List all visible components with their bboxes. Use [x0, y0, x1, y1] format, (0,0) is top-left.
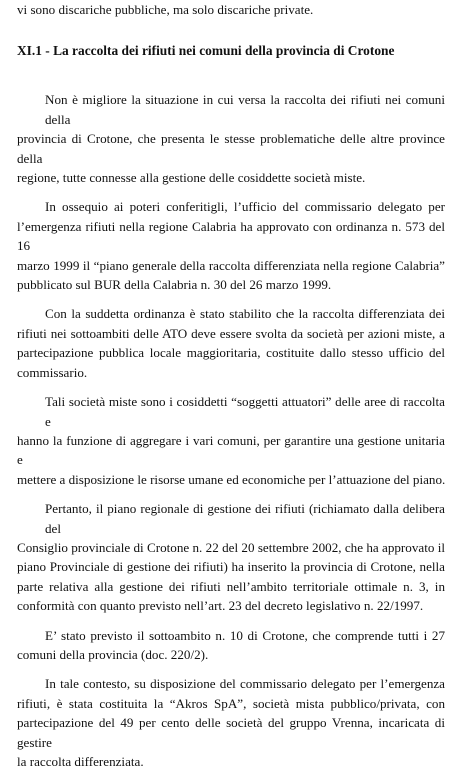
paragraph-line: commissario.	[17, 364, 88, 380]
paragraph-line: Non è migliore la situazione in cui versa la raccolta dei rifiuti nei comuni della	[45, 92, 445, 127]
paragraph-line: In tale contesto, su disposizione del commissario delegato per l’emergenza	[45, 676, 445, 692]
paragraph-3	[17, 304, 445, 382]
paragraph-7	[17, 674, 445, 771]
paragraph-2	[17, 197, 445, 294]
paragraph-line: pubblicato sul BUR della Calabria n. 30 del 26 marzo 1999.	[17, 277, 332, 293]
paragraph-line: piano Provinciale di gestione dei rifiuti) ha inserito la provincia di Crotone, nella	[17, 559, 445, 575]
paragraph-line: Tali società miste sono i cosiddetti “soggetti attuatori” delle aree di raccolta e	[45, 394, 445, 429]
paragraph-5	[17, 499, 445, 615]
paragraph-line: provincia di Crotone, che presenta le stesse problematiche delle altre province della	[17, 131, 445, 166]
paragraph-line: l’emergenza rifiuti nella regione Calabria ha approvato con ordinanza n. 573 del 16	[17, 218, 445, 254]
section-heading: XI.1 - La raccolta dei rifiuti nei comuni della provincia di Crotone	[17, 43, 395, 59]
paragraph-line: E’ stato previsto il sottoambito n. 10 di Crotone, che comprende tutti i 27	[45, 627, 445, 643]
paragraph-line: rifiuti, è stata costituita la “Akros SpA”, società mista pubblico/privata, con	[17, 695, 445, 711]
paragraph-line: parte relativa alla gestione dei rifiuti nell’ambito territoriale ottimale n. 3, in	[17, 578, 445, 594]
paragraph-line: Pertanto, il piano regionale di gestione dei rifiuti (richiamato dalla delibera del	[45, 501, 445, 536]
top-text-line: vi sono discariche pubbliche, ma solo discariche private.	[17, 2, 314, 17]
paragraph-line: In ossequio ai poteri conferitigli, l’ufficio del commissario delegato per	[45, 199, 445, 215]
paragraph-line: marzo 1999 il “piano generale della raccolta differenziata nella regione Calabria”	[17, 257, 445, 273]
paragraph-line: comuni della provincia (doc. 220/2).	[17, 646, 209, 662]
paragraph-line: hanno la funzione di aggregare i vari comuni, per garantire una gestione unitaria e	[17, 432, 445, 468]
paragraph-line: la raccolta differenziata.	[17, 754, 144, 769]
paragraph-line: Consiglio provinciale di Crotone n. 22 del 20 settembre 2002, che ha approvato il	[17, 539, 445, 555]
paragraph-1	[17, 90, 445, 187]
paragraph-line: rifiuti nei sottoambiti delle ATO deve essere svolta da società per azioni miste, a	[17, 325, 445, 341]
paragraph-line: regione, tutte connesse alla gestione delle cosiddette società miste.	[17, 170, 366, 186]
paragraph-6	[17, 626, 445, 665]
paragraph-4	[17, 392, 445, 489]
paragraph-line: Con la suddetta ordinanza è stato stabilito che la raccolta differenziata dei	[45, 306, 445, 322]
paragraph-line: partecipazione del 49 per cento delle società del gruppo Vrenna, incaricata di gestire	[17, 715, 445, 750]
paragraph-line: mettere a disposizione le risorse umane ed economiche per l’attuazione del piano.	[17, 471, 446, 487]
document-page	[17, 0, 445, 771]
paragraph-line: conformità con quanto previsto nell’art. 23 del decreto legislativo n. 22/1997.	[17, 598, 424, 614]
paragraph-line: partecipazione pubblica locale maggioritaria, costituite dallo stesso ufficio del	[17, 345, 445, 361]
